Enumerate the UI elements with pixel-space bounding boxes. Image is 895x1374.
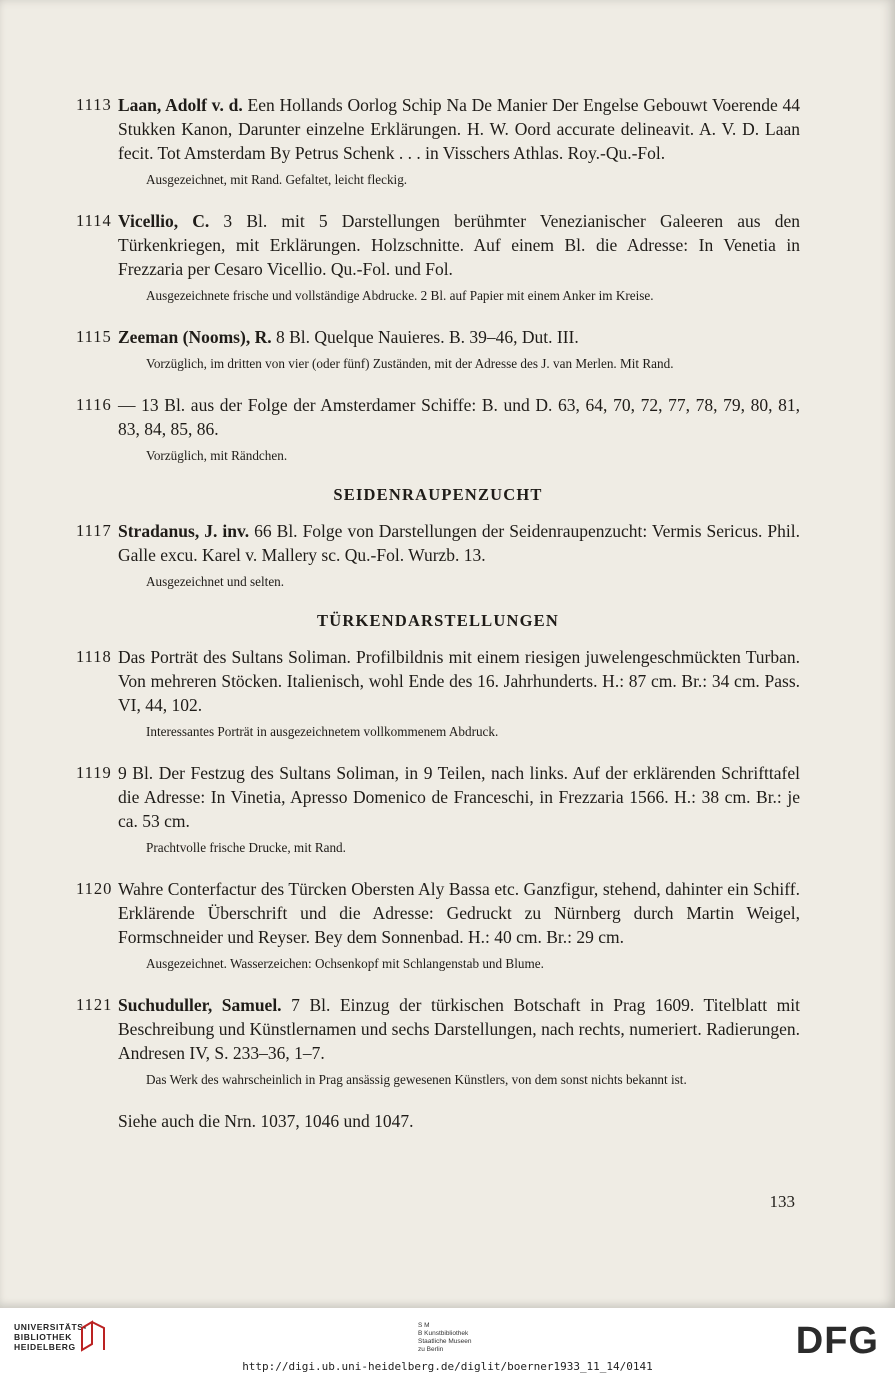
catalog-content [76, 93, 800, 1133]
provider-line: Staatliche Museen [418, 1338, 472, 1345]
entry-text [118, 93, 800, 165]
catalog-entry [76, 877, 800, 973]
entry-text [118, 393, 800, 441]
entry-title: Stradanus, J. inv. [118, 521, 250, 541]
catalog-entry [76, 519, 800, 591]
section-heading-turks: TÜRKENDARSTELLUNGEN [317, 611, 559, 630]
entry-number: 1121 [76, 995, 113, 1014]
entry-number: 1113 [76, 95, 112, 114]
entry-list [76, 93, 800, 465]
entry-number: 1115 [76, 327, 112, 346]
entry-note: Ausgezeichnete frische und vollständige Abdrucke. 2 Bl. auf Papier mit einem Anker im Kreise. [146, 288, 654, 303]
catalog-entry [76, 93, 800, 189]
entry-number: 1116 [76, 395, 112, 414]
entry-description: Das Porträt des Sultans Soliman. Profilbildnis mit einem riesigen juwelengeschmückten Turban. Von mehreren Stöcken. Italienisch, wohl Ende des 16. Jahrhunderts. H.: 87 cm. Br.: 34 cm. Pass. VI, 44, 102. [118, 647, 800, 715]
entry-note: Das Werk des wahrscheinlich in Prag ansässig gewesenen Künstlers, von dem sonst nichts bekannt ist. [146, 1072, 687, 1087]
entry-text [118, 519, 800, 567]
entry-title: Suchuduller, Samuel. [118, 995, 282, 1015]
catalog-entry [76, 209, 800, 305]
entry-text [118, 993, 800, 1065]
entry-title: Zeeman (Nooms), R. [118, 327, 272, 347]
entry-description: Wahre Conterfactur des Türcken Obersten Aly Bassa etc. Ganzfigur, stehend, dahinter ein Schiff. Erklärende Überschrift und die Adresse: Gedruckt zu Nürnberg durch Martin Weigel, Formschneider und Reyser. Bey dem Sonnenbad. H.: 40 cm. Br.: 29 cm. [118, 879, 800, 947]
entry-text [118, 645, 800, 717]
entry-note: Ausgezeichnet. Wasserzeichen: Ochsenkopf mit Schlangenstab und Blume. [146, 956, 544, 971]
entry-note: Vorzüglich, im dritten von vier (oder fünf) Zuständen, mit der Adresse des J. van Merlen. Mit Rand. [146, 356, 674, 371]
catalog-entry [76, 645, 800, 741]
entry-description: 66 Bl. Folge von Darstellungen der Seidenraupenzucht: Vermis Sericus. Phil. Galle excu. Karel v. Mallery sc. Qu.-Fol. Wurzb. 13. [118, 521, 801, 565]
entry-note: Vorzüglich, mit Rändchen. [146, 448, 288, 463]
university-library-label[interactable] [14, 1322, 87, 1352]
entry-description: Een Hollands Oorlog Schip Na De Manier Der Engelse Gebouwt Voerende 44 Stukken Kanon, Darunter einzelne Erklärungen. H. W. Oord accurate delineavit. A. V. D. Laan fecit. Tot Amsterdam By Petrus Schenk . . . in Visschers Athlas. Roy.-Qu.-Fol. [118, 95, 800, 163]
entry-note: Interessantes Porträt in ausgezeichnetem vollkommenem Abdruck. [146, 724, 499, 739]
entry-description: 8 Bl. Quelque Nauieres. B. 39–46, Dut. III. [275, 327, 579, 347]
entry-number: 1117 [76, 521, 112, 540]
entry-text [118, 761, 800, 833]
entry-list [76, 645, 800, 1089]
entry-number: 1114 [76, 211, 112, 230]
entry-description: 3 Bl. mit 5 Darstellungen berühmter Venezianischer Galeeren aus den Türkenkriegen, mit Erklärungen. Holzschnitte. Auf einem Bl. die Adresse: In Venetia in Frezzaria per Cesaro Vicellio. Qu.-Fol. und Fol. [118, 211, 800, 279]
entry-description: 9 Bl. Der Festzug des Sultans Soliman, in 9 Teilen, nach links. Auf der erklärenden Schrifttafel die Adresse: In Vinetia, Apresso Domenico de Franceschi, in Frezzaria 1566. H.: 38 cm. Br.: je ca. 53 cm. [118, 763, 800, 831]
permalink-url[interactable]: http://digi.ub.uni-heidelberg.de/diglit/boerner1933_11_14/0141 [242, 1360, 653, 1373]
catalog-entry [76, 325, 800, 373]
uni-line: HEIDELBERG [14, 1342, 76, 1352]
catalog-entry [76, 393, 800, 465]
dfg-logo[interactable]: DFG [795, 1320, 879, 1362]
entry-note: Ausgezeichnet, mit Rand. Gefaltet, leicht fleckig. [146, 172, 408, 187]
entry-number: 1118 [76, 647, 112, 666]
footer-bar [0, 1308, 895, 1374]
entry-description: 7 Bl. Einzug der türkischen Botschaft in Prag 1609. Titelblatt mit Beschreibung und Künstlernamen und sechs Darstellungen, nach rechts, numeriert. Radierungen. Andresen IV, S. 233–36, 1–7. [118, 995, 800, 1063]
catalog-entry [76, 761, 800, 857]
entry-text [118, 209, 800, 281]
entry-text [118, 325, 800, 349]
entry-description: — 13 Bl. aus der Folge der Amsterdamer Schiffe: B. und D. 63, 64, 70, 72, 77, 78, 79, 80, 81, 83, 84, 85, 86. [118, 395, 800, 439]
uni-line: UNIVERSITÄTS- [14, 1322, 87, 1332]
entry-title: Vicellio, C. [118, 211, 210, 231]
see-also-note: Siehe auch die Nrn. 1037, 1046 und 1047. [118, 1111, 414, 1131]
provider-line: zu Berlin [418, 1346, 444, 1353]
entry-title: Laan, Adolf v. d. [118, 95, 243, 115]
provider-info [418, 1322, 471, 1354]
entry-list [76, 519, 800, 591]
uni-line: BIBLIOTHEK [14, 1332, 72, 1342]
catalog-entry [76, 993, 800, 1089]
entry-note: Ausgezeichnet und selten. [146, 574, 285, 589]
provider-line: S M [418, 1322, 430, 1329]
provider-line: B Kunstbibliothek [418, 1330, 469, 1337]
entry-number: 1120 [76, 879, 113, 898]
entry-text [118, 877, 800, 949]
section-heading-silkworm: SEIDENRAUPENZUCHT [333, 485, 543, 504]
page-number: 133 [769, 1192, 795, 1211]
entry-number: 1119 [76, 763, 112, 782]
entry-note: Prachtvolle frische Drucke, mit Rand. [146, 840, 346, 855]
university-logo-icon[interactable] [78, 1320, 108, 1352]
